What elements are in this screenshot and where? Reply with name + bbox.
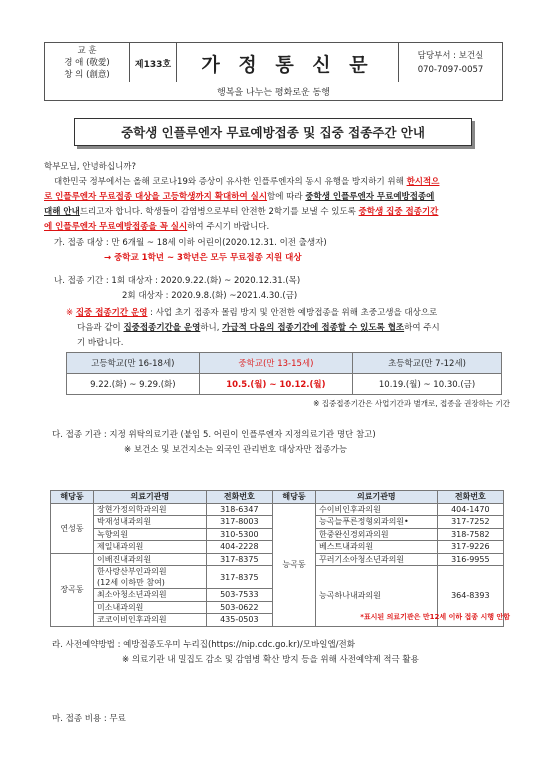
department: 담당부서 : 보건실 <box>417 51 484 61</box>
focus-text: 다음과 같이 <box>77 323 124 333</box>
column-header: 의료기관명 <box>94 491 207 504</box>
clinic-phone: 317-9226 <box>437 541 503 554</box>
clinic-footnote: *표시된 의료기관은 만12세 이하 접종 시행 안함 <box>360 613 510 621</box>
clinic-name: 능곡늘푸른정형외과의원• <box>316 516 438 529</box>
intro-emphasis: 대해 안내 <box>44 207 80 217</box>
clinic-phone: 317-8375 <box>206 566 272 589</box>
reserve-section <box>44 638 510 668</box>
org-section <box>44 428 510 458</box>
clinic-name: 최소아청소년과의원 <box>94 589 207 602</box>
clinic-table <box>50 490 504 627</box>
intro-highlight: 로 인플루엔자 무료접종 대상을 고등학생까지 확대하여 실시 <box>44 192 268 202</box>
target-section <box>44 236 510 266</box>
column-header: 해당동 <box>272 491 315 504</box>
clinic-name: 베스트내과의원 <box>316 541 438 554</box>
focus-heading: 집중 접종기간 운영 <box>75 308 148 318</box>
clinic-phone: 317-8375 <box>206 553 272 566</box>
schedule-cell: 9.22.(화) ~ 9.29.(화) <box>67 374 200 395</box>
clinic-phone: 318-7582 <box>437 528 503 541</box>
motto-line-2: 창 의 (創意) <box>64 70 110 80</box>
slogan: 행복을 나누는 평화로운 동행 <box>44 82 503 101</box>
focus-section <box>44 306 504 351</box>
table-row <box>67 353 502 374</box>
newsletter-title: 가 정 통 신 문 <box>177 43 399 83</box>
clinic-phone: 317-8003 <box>206 516 272 529</box>
focus-line-3: 기 바랍니다. <box>77 338 124 348</box>
focus-text: 하여 주시 <box>404 323 440 333</box>
org-line: 다. 접종 기관 : 지정 위탁의료기관 (붙임 5. 어린이 인플루엔자 지정의료기관 명단 참고) <box>52 430 376 440</box>
issue-number: 제133호 <box>130 43 177 83</box>
clinic-phone: 317-7252 <box>437 516 503 529</box>
intro-text: 드리고자 합니다. 학생들이 감염병으로부터 안전한 2학기를 보낼 수 있도록 <box>79 207 359 217</box>
clinic-name: 이배진내과의원 <box>94 553 207 566</box>
clinic-phone: 364-8393 <box>437 566 503 627</box>
cost-line: 마. 접종 비용 : 무료 <box>52 714 126 724</box>
intro-highlight: 한시적으 <box>406 177 440 187</box>
schedule-header: 고등학교(만 16-18세) <box>67 353 200 374</box>
clinic-phone: 318-6347 <box>206 503 272 516</box>
clinic-name: 녹향의원 <box>94 528 207 541</box>
intro-line-4 <box>44 220 510 235</box>
intro-line-2 <box>44 190 510 205</box>
target-note: → 중학교 1학년 ~ 3학년은 모두 무료접종 지원 대상 <box>104 253 302 263</box>
table-row <box>51 491 504 504</box>
clinic-phone: 503-0622 <box>206 601 272 614</box>
motto-title: 교 훈 <box>77 46 97 56</box>
column-header: 해당동 <box>51 491 94 504</box>
page-title: 중학생 인플루엔자 무료예방접종 및 집중 접종주간 안내 <box>74 118 472 146</box>
table-row <box>51 503 504 516</box>
focus-line-1 <box>44 306 504 321</box>
greeting: 학부모님, 안녕하십니까? <box>44 162 137 172</box>
focus-line-2 <box>44 321 504 336</box>
schedule-table <box>66 352 502 395</box>
clinic-name: 한사랑산부인과의원 (12세 이하만 참여) <box>94 566 207 589</box>
clinic-name: 미소내과의원 <box>94 601 207 614</box>
intro-line-3 <box>44 205 510 220</box>
clinic-name: 박재성내과의원 <box>94 516 207 529</box>
period-section <box>44 274 510 304</box>
intro-highlight: 에 인플루엔자 무료예방접종을 꼭 실시 <box>44 222 188 232</box>
schedule-note: ※ 집중접종기간은 사업기간과 별개로, 접종을 권장하는 기간 <box>313 399 510 408</box>
column-header: 의료기관명 <box>316 491 438 504</box>
intro-line-1 <box>44 175 510 190</box>
dong-cell: 장곡동 <box>51 553 94 626</box>
motto-line-1: 경 애 (敬愛) <box>64 58 110 68</box>
school-motto <box>45 43 130 83</box>
clinic-name: 장현가정의학과의원 <box>94 503 207 516</box>
clinic-name: 코코이비인후과의원 <box>94 614 207 627</box>
clinic-phone: 503-7533 <box>206 589 272 602</box>
column-header: 전화번호 <box>206 491 272 504</box>
schedule-header: 초등학교(만 7-12세) <box>353 353 502 374</box>
intro-text: 하여 주시기 바랍니다. <box>187 222 270 232</box>
period-line-2: 2회 대상자 : 2020.9.8.(화) ~2021.4.30.(금) <box>122 291 298 301</box>
intro-emphasis: 중학생 인플루엔자 무료예방접종에 <box>305 192 435 202</box>
clinic-phone: 310-5300 <box>206 528 272 541</box>
clinic-name: 수이비인후과의원 <box>316 503 438 516</box>
clinic-name: 꾸러기소아청소년과의원 <box>316 553 438 566</box>
clinic-name: 제일내과의원 <box>94 541 207 554</box>
clinic-name: 한중완신경외과의원 <box>316 528 438 541</box>
intro-paragraph <box>44 160 510 235</box>
period-line-1: 나. 접종 기간 : 1회 대상자 : 2020.9.22.(화) ~ 2020.12.31.(목) <box>54 276 301 286</box>
focus-emphasis: 가급적 다음의 접종기간에 접종할 수 있도록 협조 <box>222 323 405 333</box>
reserve-note: ※ 의료기관 내 밀집도 감소 및 감염병 확산 방지 등을 위해 사전예약제 적극 활용 <box>122 655 419 665</box>
reserve-line: 라. 사전예약방법 : 예방접종도우미 누리집(https://nip.cdc.go.kr)/모바일앱/전화 <box>52 640 355 650</box>
schedule-header: 중학교(만 13-15세) <box>199 353 352 374</box>
table-row <box>67 374 502 395</box>
column-header: 전화번호 <box>437 491 503 504</box>
focus-emphasis: 집중접종기간을 운영 <box>123 323 201 333</box>
org-note: ※ 보건소 및 보건지소는 외국인 관리번호 대상자만 접종가능 <box>124 445 348 455</box>
intro-text: 대한민국 정부에서는 올해 코로나19와 증상이 유사한 인플루엔자의 동시 유행을 방지하기 위해 <box>54 177 407 187</box>
intro-text: 함에 따라 <box>267 192 306 202</box>
phone-number: 070-7097-0057 <box>417 65 484 75</box>
intro-highlight: 중학생 집중 접종기간 <box>358 207 439 217</box>
clinic-phone: 404-1470 <box>437 503 503 516</box>
schedule-cell: 10.19.(월) ~ 10.30.(금) <box>353 374 502 395</box>
focus-mark: ※ <box>66 308 76 318</box>
clinic-phone: 435-0503 <box>206 614 272 627</box>
clinic-phone: 316-9955 <box>437 553 503 566</box>
target-line: 가. 접종 대상 : 만 6개월 ~ 18세 이하 어린이(2020.12.31. 이전 출생자) <box>54 238 327 248</box>
clinic-phone: 404-2228 <box>206 541 272 554</box>
clinic-name: 능곡하나내과의원 <box>316 566 438 627</box>
dong-cell: 능곡동 <box>272 503 315 626</box>
contact-info <box>399 43 502 83</box>
newsletter-header <box>44 42 503 84</box>
schedule-cell: 10.5.(월) ~ 10.12.(월) <box>199 374 352 395</box>
dong-cell: 연성동 <box>51 503 94 553</box>
focus-text: 하니, <box>200 323 223 333</box>
focus-text: : 사업 초기 접종자 몰림 방지 및 안전한 예방접종을 위해 초중고생을 대상으로 <box>147 308 438 318</box>
